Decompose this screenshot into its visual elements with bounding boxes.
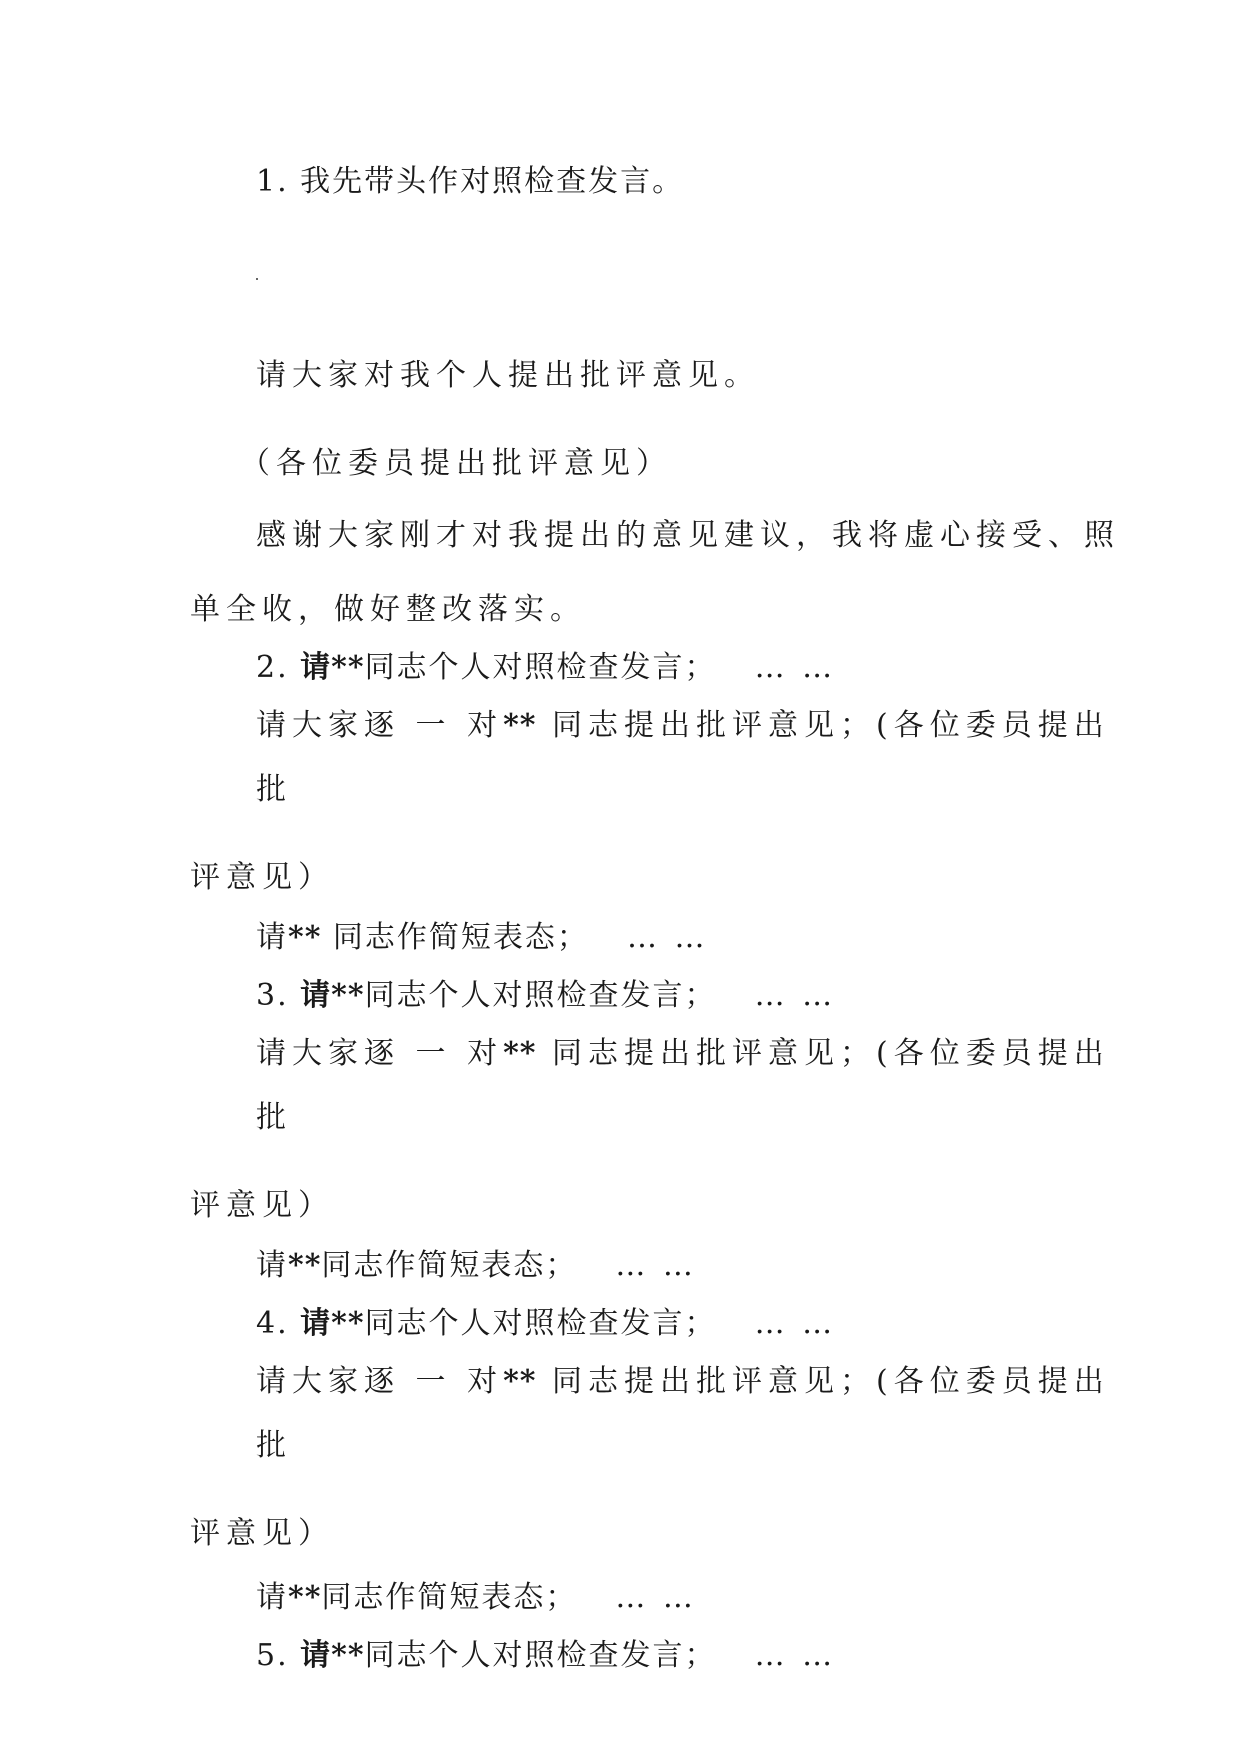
text-line: 3. 请**同志个人对照检查发言； … … — [256, 978, 837, 1013]
stray-dot — [256, 278, 258, 280]
text-line: 请**同志作简短表态； … … — [256, 1580, 697, 1615]
text-line: 请** 同志作简短表态； … … — [256, 920, 709, 955]
text-line: 请大家逐 一 对** 同志提出批评意见；(各位委员提出 — [256, 1036, 1110, 1071]
text-line: 批 — [256, 1428, 292, 1463]
text-line: 批 — [256, 1100, 292, 1135]
text-line: 2. 请**同志个人对照检查发言； … … — [256, 650, 837, 685]
text-line: 请大家逐 一 对** 同志提出批评意见；(各位委员提出 — [256, 1364, 1110, 1399]
text-line: 4. 请**同志个人对照检查发言； … … — [256, 1306, 837, 1341]
text-line: 请大家逐 一 对** 同志提出批评意见；(各位委员提出 — [256, 708, 1110, 743]
text-line: 1. 我先带头作对照检查发言。 — [256, 164, 685, 199]
text-line: 5. 请**同志个人对照检查发言； … … — [256, 1638, 837, 1673]
text-line: 批 — [256, 772, 292, 807]
text-line: 单全收，做好整改落实。 — [190, 592, 586, 627]
text-line: 请**同志作简短表态； … … — [256, 1248, 697, 1283]
text-line: 评意见） — [190, 1516, 334, 1551]
text-line: 评意见） — [190, 860, 334, 895]
text-line: （各位委员提出批评意见） — [240, 446, 672, 481]
text-line: 请大家对我个人提出批评意见。 — [256, 358, 760, 393]
text-line: 评意见） — [190, 1188, 334, 1223]
text-line: 感谢大家刚才对我提出的意见建议，我将虚心接受、照 — [256, 518, 1120, 553]
